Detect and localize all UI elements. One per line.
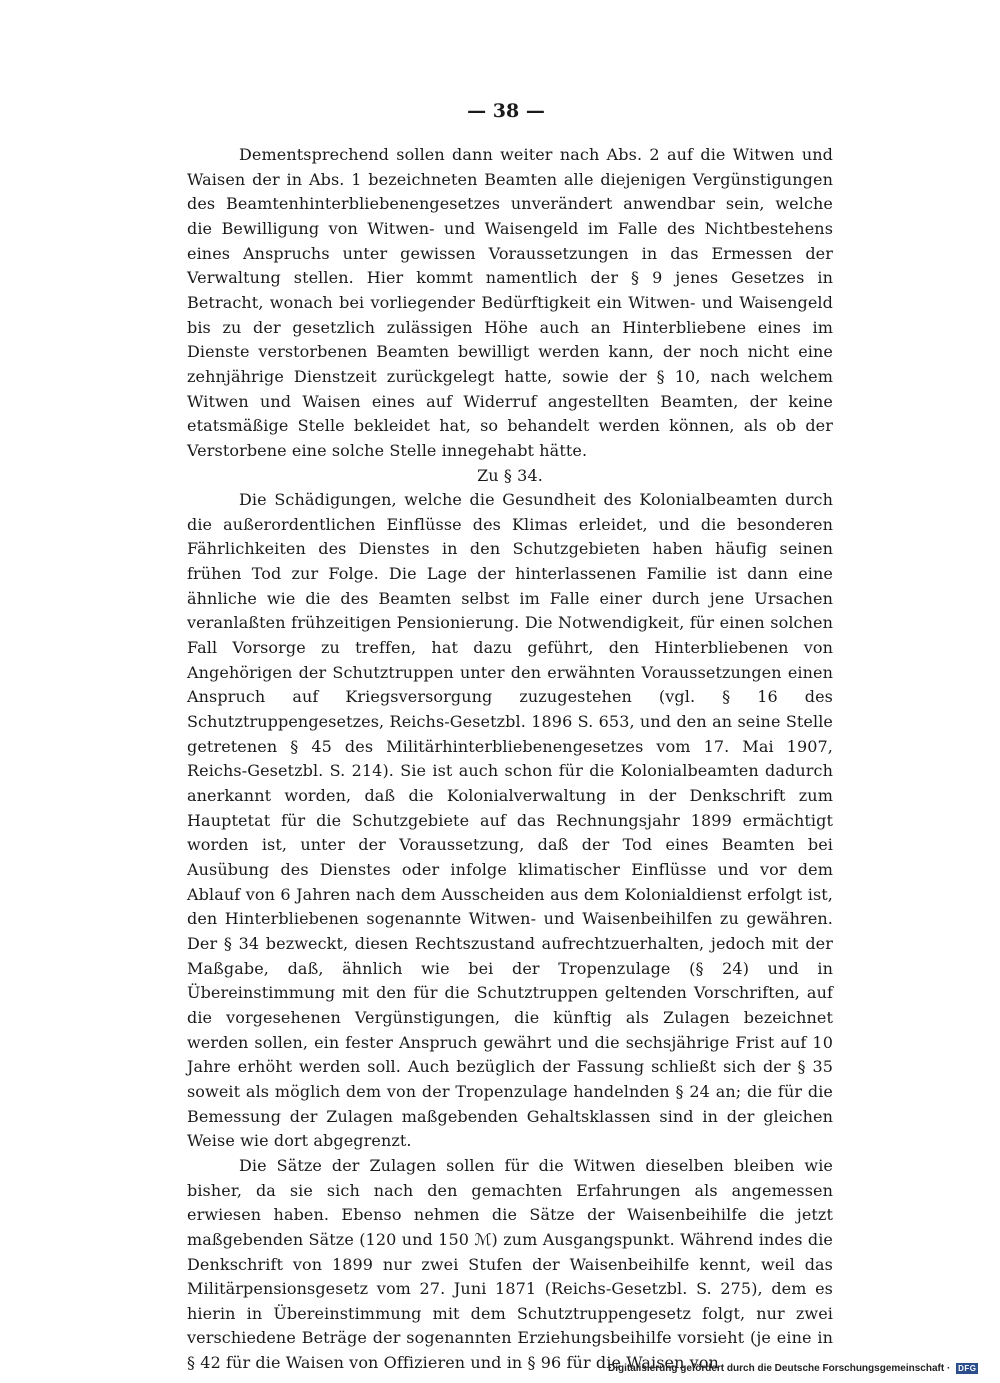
paragraph-1: Dementsprechend sollen dann weiter nach Abs. 2 auf die Witwen und Waisen der in Abs. 1 bezeichneten Beamten alle diejenigen Vergünstigungen des Beamtenhinterbliebenengesetzes unverändert anwendbar sein, welche die Bewilligung von Witwen- und Waisengeld im Falle des Nichtbestehens eines Anspruchs unter gewissen Voraussetzungen in das Ermessen der Verwaltung stellen. Hier kommt namentlich der § 9 jenes Gesetzes in Betracht, wonach bei vorliegender Bedürftigkeit ein Witwen- und Waisengeld bis zu der gesetzlich zulässigen Höhe auch an Hinterbliebene eines im Dienste verstorbenen Beamten bewilligt werden kann, der noch nicht eine zehnjährige Dienstzeit zurückgelegt hatte, sowie der § 10, nach welchem Witwen und Waisen eines auf Widerruf angestellten Beamten, der keine etatsmäßige Stelle bekleidet hat, so behandelt werden können, als ob der Verstorbene eine solche Stelle innegehabt hätte. (187, 145, 833, 460)
footer-text: Digitalisierung gefördert durch die Deutsche Forschungsgemeinschaft (608, 1363, 945, 1375)
body-text (187, 143, 833, 1376)
paragraph-3: Die Sätze der Zulagen sollen für die Witwen dieselben bleiben wie bisher, da sie sich nach den gemachten Erfahrungen als angemessen erwiesen haben. Ebenso nehmen die Sätze der Waisenbeihilfe die jetzt maßgebenden Sätze (120 und 150 ℳ) zum Ausgangspunkt. Während indes die Denkschrift von 1899 nur zwei Stufen der Waisenbeihilfe kennt, weil das Militärpensionsgesetz vom 27. Juni 1871 (Reichs-Gesetzbl. S. 275), dem es hierin in Übereinstimmung mit dem Schutztruppengesetz folgt, nur zwei verschiedene Beträge der sogenannten Erziehungsbeihilfe vorsieht (je eine in § 42 für die Waisen von Offizieren und in § 96 für die Waisen von (187, 1155, 833, 1373)
dfg-logo-icon: DFG (958, 1364, 977, 1373)
section-heading: Zu § 34. (477, 465, 543, 485)
footer-credit: Digitalisierung gefördert durch die Deutsche Forschungsgemeinschaft · DFG (608, 1363, 977, 1375)
paragraph-2: Die Schädigungen, welche die Gesundheit des Kolonialbeamten durch die außerordentlichen Einflüsse des Klimas erleidet, und die besonderen Fährlichkeiten des Dienstes in den Schutzgebieten haben häufig seinen frühen Tod zur Folge. Die Lage der hinterlassenen Familie ist dann eine ähnliche wie die des Beamten selbst im Falle einer durch jene Ursachen veranlaßten frühzeitigen Pensionierung. Die Notwendigkeit, für einen solchen Fall Vorsorge zu treffen, hat dazu geführt, den Hinterbliebenen von Angehörigen der Schutztruppen unter den erwähnten Voraussetzungen einen Anspruch auf Kriegsversorgung zuzugestehen (vgl. § 16 des Schutztruppengesetzes, Reichs-Gesetzbl. 1896 S. 653, und den an seine Stelle getretenen § 45 des Militärhinterbliebenengesetzes vom 17. Mai 1907, Reichs-Gesetzbl. S. 214). Sie ist auch schon für die Kolonialbeamten dadurch anerkannt worden, daß die Kolonialverwaltung in der Denkschrift zum Hauptetat für die Schutzgebiete auf das Rechnungsjahr 1899 ermächtigt worden ist, unter der Voraussetzung, daß der Tod eines Beamten bei Ausübung des Dienstes oder infolge klimatischer Einflüsse und vor dem Ablauf von 6 Jahren nach dem Ausscheiden aus dem Kolonialdienst erfolgt ist, den Hinterbliebenen sogenannte Witwen- und Waisenbeihilfen zu gewähren. Der § 34 bezweckt, diesen Rechtszustand aufrechtzuerhalten, jedoch mit der Maßgabe, daß, ähnlich wie bei der Tropenzulage (§ 24) und in Übereinstimmung mit den für die Schutztruppen geltenden Vorschriften, auf die vorgesehenen Vergünstigungen, die künftig als Zulagen bezeichnet werden sollen, ein fester Anspruch gewährt und die sechsjährige Frist auf 10 Jahre erhöht werden soll. Auch bezüglich der Fassung schließt sich der § 35 soweit als möglich dem von der Tropenzulage handelnden § 24 an; die für die Bemessung der Zulagen maßgebenden Gehaltsklassen sind in der gleichen Weise wie dort abgegrenzt. (187, 490, 833, 1151)
page-number: — 38 — (467, 100, 545, 122)
